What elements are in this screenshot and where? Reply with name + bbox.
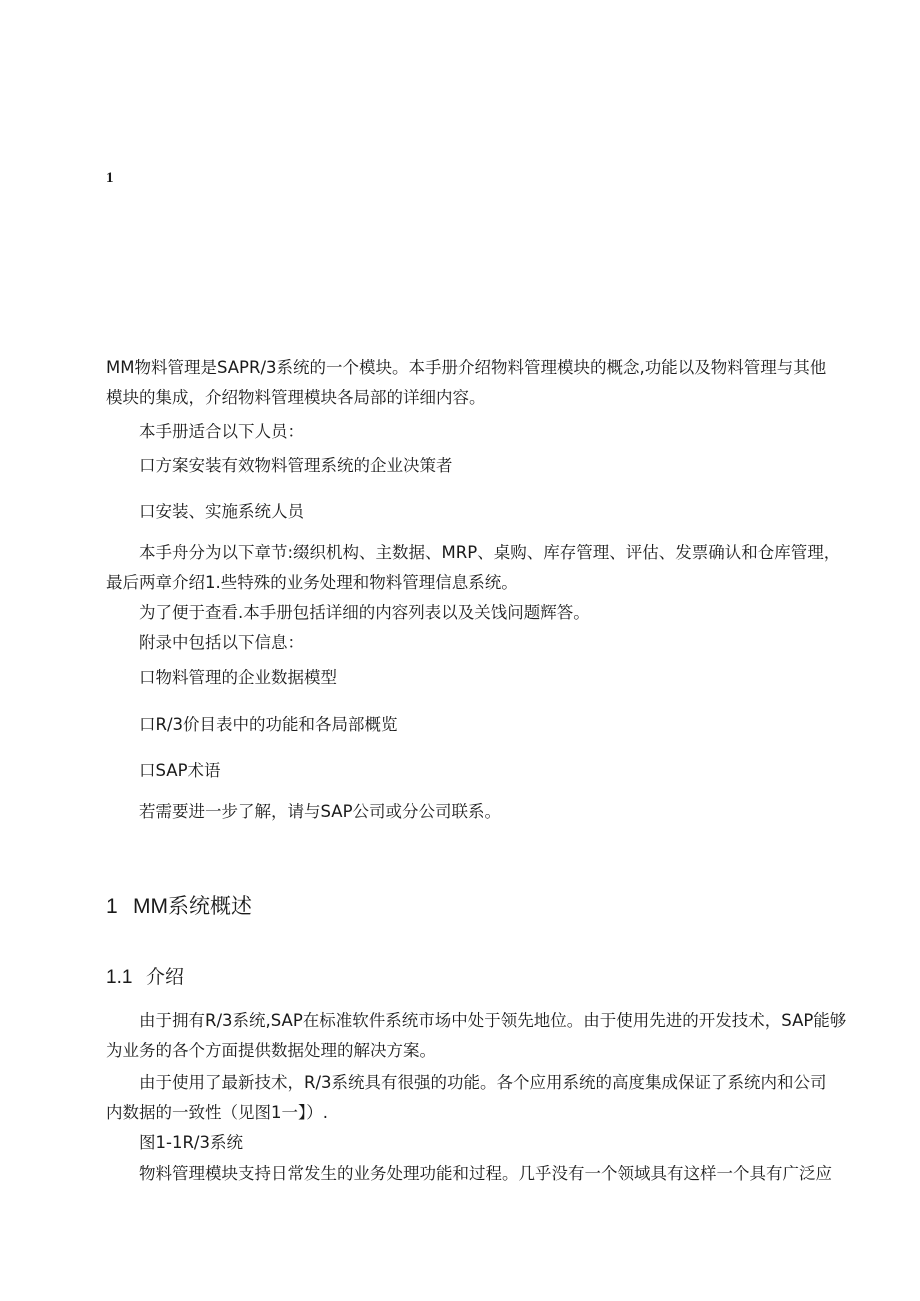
contents-note: 为了便于查看.本手册包括详细的内容列表以及关饯问题辉答。 xyxy=(139,603,590,622)
body-paragraph-1-line-2: 为业务的各个方面提供数据处理的解决方案。 xyxy=(106,1041,436,1060)
body-paragraph-3-line-1: 物料管理模块支持日常发生的业务处理功能和过程。几乎没有一个领域具有这样一个具有广泛应 xyxy=(139,1164,832,1183)
intro-paragraph-line-1: MM物料管理是SAPR/3系统的一个模块。本手册介绍物料管理模块的概念,功能以及物料管理与其他 xyxy=(106,358,827,377)
appendix-heading: 附录中包括以下信息： xyxy=(139,633,304,652)
section-1-1-heading xyxy=(106,965,184,991)
section-1-1-title: 介绍 xyxy=(146,967,185,988)
chapters-paragraph-line-2: 最后两章介绍1.些特殊的业务处理和物料管理信息系统。 xyxy=(106,573,518,592)
intro-paragraph-line-2: 模块的集成，介绍物料管理模块各局部的详细内容。 xyxy=(106,388,486,407)
section-1-title: MM系统概述 xyxy=(133,895,252,918)
body-paragraph-1-line-1: 由于拥有R/3系统,SAP在标准软件系统市场中处于领先地位。由于使用先进的开发技术，SAP能够 xyxy=(139,1011,847,1030)
body-paragraph-2-line-2: 内数据的一致性（见图1一】）. xyxy=(106,1103,328,1122)
audience-item-implementers: 口安装、实施系统人员 xyxy=(139,502,304,521)
audience-item-decision-makers: 口方案安装有效物料管理系统的企业决策者 xyxy=(139,456,453,475)
figure-caption: 图1-1R/3系统 xyxy=(139,1133,243,1152)
appendix-item-price-list: 口R/3价目表中的功能和各局部概览 xyxy=(139,715,398,734)
chapters-paragraph-line-1: 本手舟分为以下章节:缀织机构、主数据、MRP、桌购、库存管理、评估、发票确认和仓库管理， xyxy=(139,543,841,562)
contact-note: 若需要进一步了解，请与SAP公司或分公司联系。 xyxy=(139,802,502,821)
section-1-1-number: 1.1 xyxy=(106,967,133,988)
body-paragraph-2-line-1: 由于使用了最新技术，R/3系统具有很强的功能。各个应用系统的高度集成保证了系统内和公司 xyxy=(139,1073,827,1092)
section-1-number: 1 xyxy=(106,895,118,918)
appendix-item-data-model: 口物料管理的企业数据模型 xyxy=(139,668,337,687)
audience-heading: 本手册适合以下人员： xyxy=(139,422,304,441)
appendix-item-terminology: 口SAP术语 xyxy=(139,761,221,780)
page-number: 1 xyxy=(106,170,114,186)
section-1-heading xyxy=(106,893,252,921)
